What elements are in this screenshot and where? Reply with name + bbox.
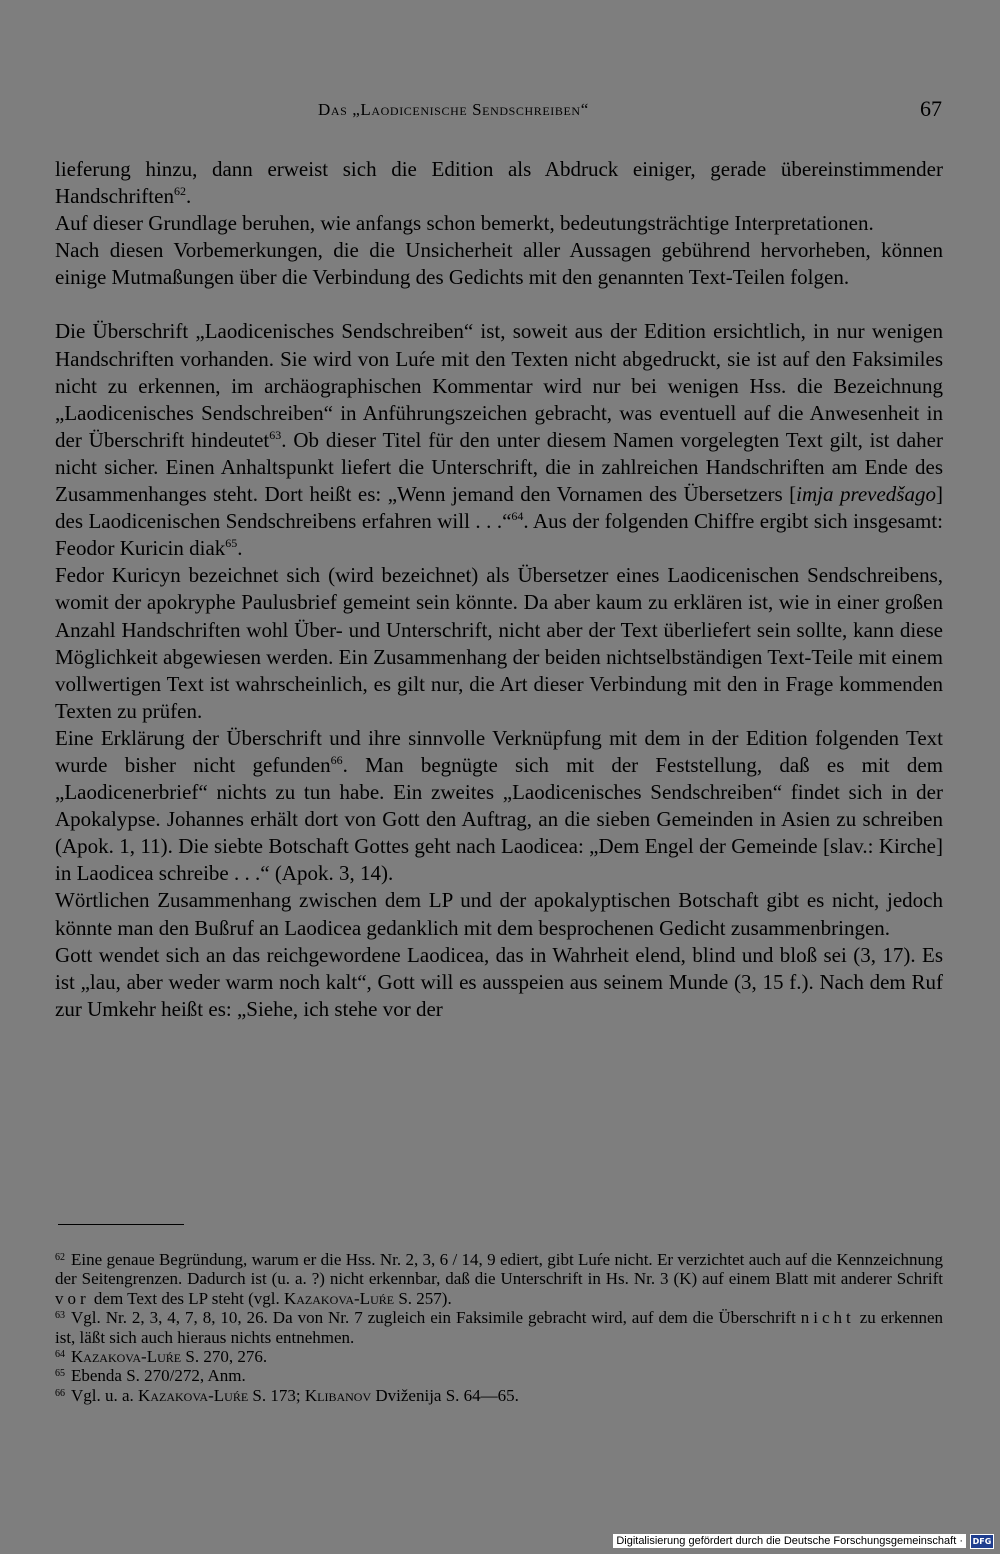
dfg-attribution bbox=[613, 1532, 994, 1550]
footnote-number: 64 bbox=[55, 1349, 65, 1361]
paragraph: Nach diesen Vorbemerkungen, die die Unsicherheit aller Aussagen gebührend hervorheben, können einige Mutmaßungen über die Verbindung des Gedichts mit den genannten Text-Teilen folgen. bbox=[55, 238, 943, 290]
footnote-divider bbox=[58, 1224, 184, 1225]
footnote: $^{63}$ Vgl. Nr. 2, 3, 4, 7, 8, 10, 26. Da von Nr. 7 zugleich ein Faksimile gebracht wird, auf dem die Überschrift nicht zu erkennen ist, läßt sich auch hieraus nichts entnehmen. bbox=[55, 1308, 943, 1347]
author-name: Kazakova-Luŕe bbox=[138, 1385, 249, 1405]
attribution-text: Digitalisierung gefördert durch die Deutsche Forschungsgemeinschaft · bbox=[613, 1534, 966, 1548]
chapter-title: Das „Laodicenische Sendschreiben“ bbox=[318, 100, 589, 119]
footnote-reference[interactable]: 66 bbox=[330, 752, 343, 767]
footnote-number: 65 bbox=[55, 1368, 65, 1380]
paragraph: Auf dieser Grundlage beruhen, wie anfangs schon bemerkt, bedeutungsträchtige Interpretationen. bbox=[55, 211, 874, 236]
footnote: $^{65}$ Ebenda S. 270/272, Anm. bbox=[55, 1366, 246, 1386]
footnote: $^{64}$ Kazakova-Luŕe S. 270, 276. bbox=[55, 1347, 268, 1367]
footnote-reference[interactable]: 63 bbox=[269, 427, 282, 442]
author-name: Klibanov bbox=[304, 1385, 372, 1405]
paragraph: Fedor Kuricyn bezeichnet sich (wird bezeichnet) als Übersetzer eines Laodicenischen Sendschreibens, womit der apokryphe Paulusbrief gemeint sein könnte. Da aber kaum zu erklären ist, wie in einer großen Anzahl Handschriften wohl Über- und Unterschrift, nicht aber der Text überliefert sein sollte, kann diese Möglichkeit abgewiesen werden. Ein Zusammenhang der beiden nichtselbständigen Text-Teile mit einem vollwertigen Text ist wahrscheinlich, es gilt nur, die Art dieser Verbindung mit den in Frage kommenden Texten zu prüfen. bbox=[55, 563, 943, 723]
author-name: Kazakova-Luŕe bbox=[71, 1347, 182, 1367]
footnote-number: 66 bbox=[55, 1387, 65, 1399]
spaced-emphasis: nicht bbox=[800, 1308, 855, 1328]
footnote: $^{62}$ Eine genaue Begründung, warum er die Hss. Nr. 2, 3, 6 / 14, 9 ediert, gibt Luŕe nicht. Er verzichtet auch auf die Kennzeichnung der Seitengrenzen. Dadurch ist (u. a. ?) nicht erkennbar, daß die Unterschrift in Hs. Nr. 3 (K) auf einem Blatt mit anderer Schrift vor dem Text des LP steht (vgl. Kazakova-Luŕe S. 257). bbox=[55, 1250, 943, 1308]
spaced-emphasis: vor bbox=[55, 1288, 90, 1308]
author-name: Kazakova-Luŕe bbox=[283, 1288, 395, 1308]
footnote-reference[interactable]: 62 bbox=[173, 184, 186, 199]
running-header bbox=[0, 96, 1000, 128]
footnote-number: 63 bbox=[55, 1310, 65, 1322]
footnote: $^{66}$ Vgl. u. a. Kazakova-Luŕe S. 173; Klibanov Dviženija S. 64—65. bbox=[55, 1385, 519, 1405]
italic-transliteration: imja prevedšago bbox=[796, 482, 936, 507]
paragraph: lieferung hinzu, dann erweist sich die Edition als Abdruck einiger, gerade übereinstimmender Handschriften$^{62}$. bbox=[55, 157, 943, 209]
footnote-reference[interactable]: 64 bbox=[511, 509, 524, 524]
paragraph: Gott wendet sich an das reichgewordene Laodicea, das in Wahrheit elend, blind und bloß sei (3, 17). Es ist „lau, aber weder warm noch kalt“, Gott will es ausspeien aus seinem Munde (3, 15 f.). Nach dem Ruf zur Umkehr heißt es: „Siehe, ich stehe vor der bbox=[55, 942, 943, 1021]
footnotes bbox=[55, 1250, 943, 1405]
body-text bbox=[55, 156, 943, 1023]
footnote-reference[interactable]: 65 bbox=[225, 536, 238, 551]
paragraph: Wörtlichen Zusammenhang zwischen dem LP und der apokalyptischen Botschaft gibt es nicht, jedoch könnte man den Bußruf an Laodicea gedanklich mit dem besprochenen Gedicht zusammenbringen. bbox=[55, 888, 943, 940]
paragraph: Eine Erklärung der Überschrift und ihre sinnvolle Verknüpfung mit dem in der Edition folgenden Text wurde bisher nicht gefunden$^{66}$. Man begnügte sich mit der Feststellung, daß es mit dem „Laodicenerbrief“ nichts zu tun habe. Ein zweites „Laodicenisches Sendschreiben“ findet sich in der Apokalypse. Johannes erhält dort von Gott den Auftrag, an die sieben Gemeinden in Asien zu schreiben (Apok. 1, 11). Die siebte Botschaft Gottes geht nach Laodicea: „Dem Engel der Gemeinde [slav.: Kirche] in Laodicea schreibe . . .“ (Apok. 3, 14). bbox=[55, 725, 943, 886]
dfg-logo-icon: DFG bbox=[970, 1534, 994, 1549]
footnote-number: 62 bbox=[55, 1252, 65, 1263]
page-number: 67 bbox=[920, 96, 942, 121]
paragraph: Die Überschrift „Laodicenisches Sendschreiben“ ist, soweit aus der Edition ersichtlich, in nur wenigen Handschriften vorhanden. Sie wird von Luŕe mit den Texten nicht abgedruckt, sie ist auf den Faksimiles nicht zu erkennen, im archäographischen Kommentar wird nur bei wenigen Hss. die Bezeichnung „Laodicenisches Sendschreiben“ in Anführungszeichen gebracht, was eventuell auf die Anwesenheit in der Überschrift hindeutet$^{63}$. Ob dieser Titel für den unter diesem Namen vorgelegten Text gilt, ist daher nicht sicher. Einen Anhaltspunkt liefert die Unterschrift, die in zahlreichen Handschriften am Ende des Zusammenhanges steht. Dort heißt es: „Wenn jemand den Vornamen des Übersetzers [imja prevedšago] des Laodicenischen Sendschreibens erfahren will . . .“$^{64}$. Aus der folgenden Chiffre ergibt sich insgesamt: Feodor Kuricin diak$^{65}$. bbox=[55, 319, 943, 561]
